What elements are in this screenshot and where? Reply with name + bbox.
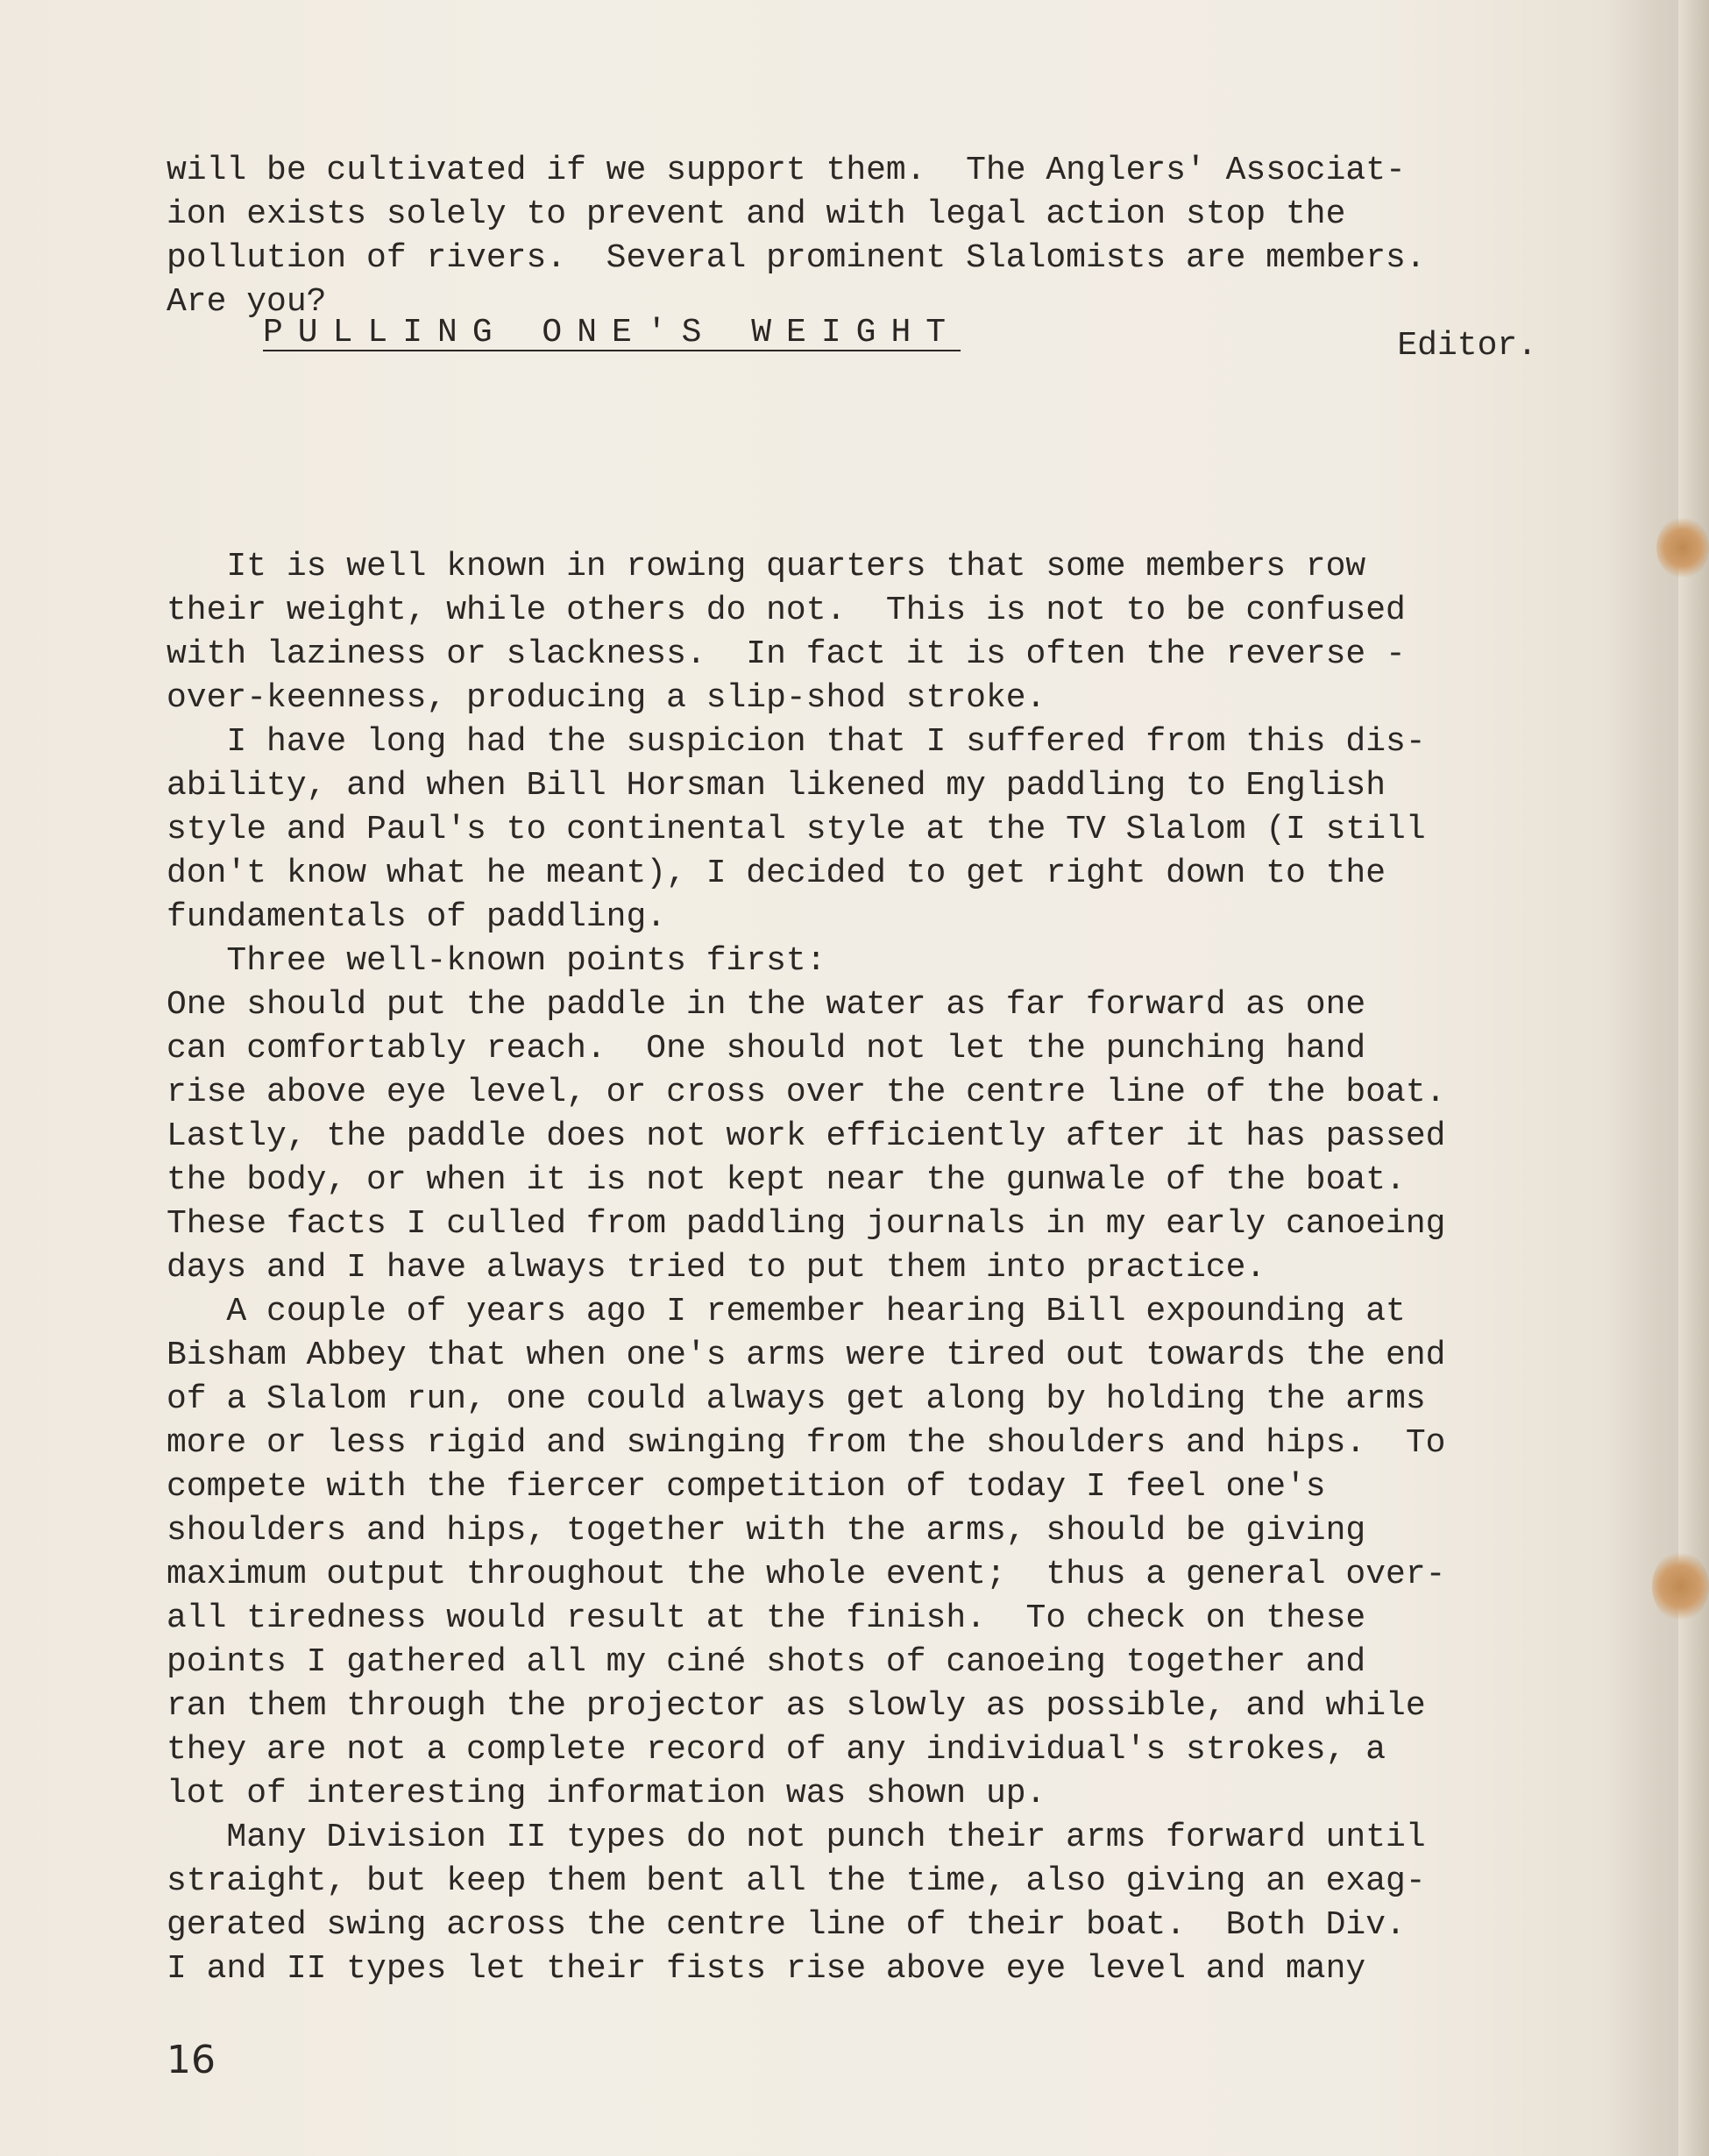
text-line: will be cultivated if we support them. The Anglers' Associat- xyxy=(167,152,1406,189)
text-line: style and Paul's to continental style at the TV Slalom (I still xyxy=(167,811,1426,848)
text-line: gerated swing across the centre line of their boat. Both Div. xyxy=(167,1906,1406,1944)
text-line: ran them through the projector as slowly as possible, and while xyxy=(167,1687,1426,1725)
text-line: ion exists solely to prevent and with legal action stop the xyxy=(167,195,1346,233)
text-line: of a Slalom run, one could always get along by holding the arms xyxy=(167,1380,1426,1418)
rust-stain xyxy=(1656,517,1709,578)
text-line: pollution of rivers. Several prominent Slalomists are members. xyxy=(167,239,1426,277)
text-line: points I gathered all my ciné shots of canoeing together and xyxy=(167,1643,1366,1681)
article-title: PULLING ONE'S WEIGHT xyxy=(263,314,961,351)
text-line: I have long had the suspicion that I suffered from this dis- xyxy=(167,723,1426,761)
text-line: with laziness or slackness. In fact it is often the reverse - xyxy=(167,635,1406,673)
editor-signature: Editor. xyxy=(1397,327,1537,365)
text-line: don't know what he meant), I decided to get right down to the xyxy=(167,855,1386,892)
binding-shadow xyxy=(1678,0,1709,2156)
text-line: the body, or when it is not kept near the gunwale of the boat. xyxy=(167,1161,1406,1199)
text-line: ability, and when Bill Horsman likened my paddling to English xyxy=(167,767,1386,805)
text-line: Many Division II types do not punch their arms forward until xyxy=(167,1819,1426,1856)
text-line: their weight, while others do not. This is not to be confused xyxy=(167,592,1406,629)
text-line: These facts I culled from paddling journals in my early canoeing xyxy=(167,1205,1446,1243)
text-line: lot of interesting information was shown up. xyxy=(167,1775,1046,1812)
text-line: It is well known in rowing quarters that some members row xyxy=(167,548,1366,585)
text-line: compete with the fiercer competition of today I feel one's xyxy=(167,1468,1326,1506)
text-line: can comfortably reach. One should not let the punching hand xyxy=(167,1030,1366,1067)
text-line: I and II types let their fists rise above eye level and many xyxy=(167,1950,1366,1988)
text-line: they are not a complete record of any individual's strokes, a xyxy=(167,1731,1386,1769)
text-line: days and I have always tried to put them into practice. xyxy=(167,1249,1266,1287)
text-line: Bisham Abbey that when one's arms were tired out towards the end xyxy=(167,1337,1446,1374)
text-line: maximum output throughout the whole event; thus a general over- xyxy=(167,1556,1446,1593)
text-line: straight, but keep them bent all the time, also giving an exag- xyxy=(167,1862,1426,1900)
text-line: Lastly, the paddle does not work efficiently after it has passed xyxy=(167,1117,1446,1155)
text-line: more or less rigid and swinging from the shoulders and hips. To xyxy=(167,1424,1446,1462)
page-number: 16 xyxy=(167,2038,216,2082)
rust-stain xyxy=(1652,1551,1709,1621)
text-line: all tiredness would result at the finish. To check on these xyxy=(167,1599,1366,1637)
text-line: One should put the paddle in the water as far forward as one xyxy=(167,986,1366,1024)
text-line: Three well-known points first: xyxy=(167,942,826,980)
text-line: shoulders and hips, together with the arms, should be giving xyxy=(167,1512,1366,1550)
text-line: fundamentals of paddling. xyxy=(167,898,667,936)
text-line: A couple of years ago I remember hearing Bill expounding at xyxy=(167,1293,1406,1330)
text-line: Are you? xyxy=(167,283,327,321)
text-line: over-keenness, producing a slip-shod stroke. xyxy=(167,679,1046,717)
text-line: rise above eye level, or cross over the centre line of the boat. xyxy=(167,1074,1446,1111)
